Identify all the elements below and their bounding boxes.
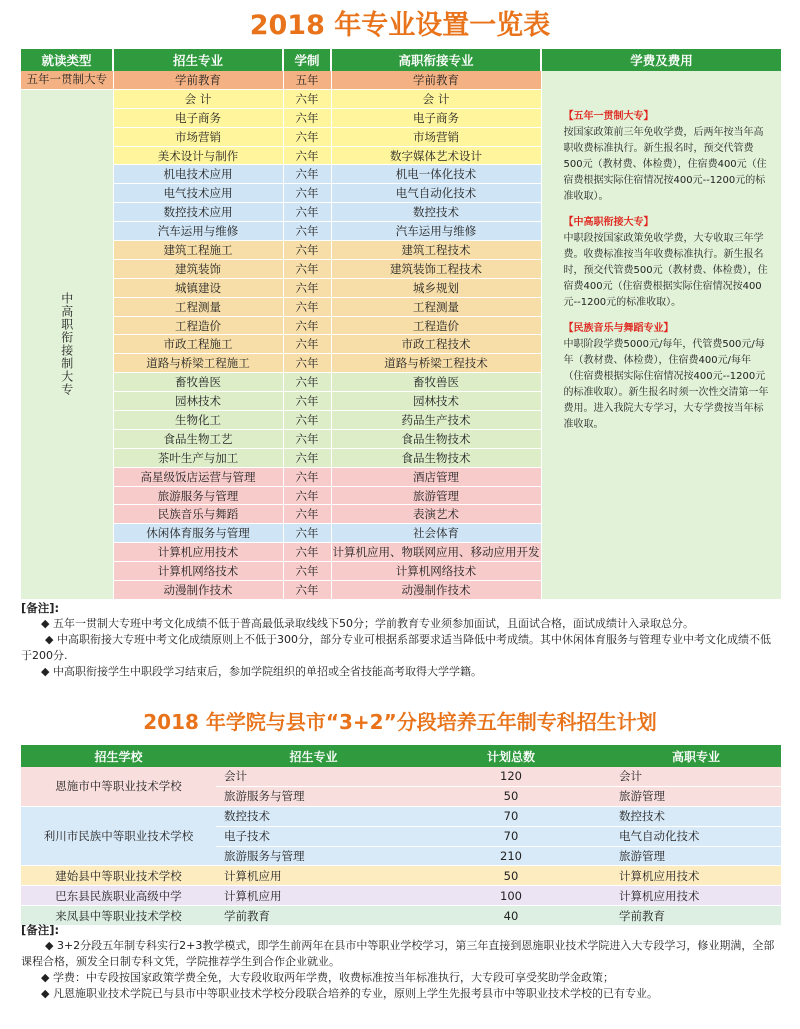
years-cell: 六年: [283, 241, 331, 260]
major-cell: 机电技术应用: [113, 165, 283, 184]
table-row: [21, 806, 781, 826]
target-cell: 电气自动化技术: [331, 184, 541, 203]
count-cell: 120: [411, 767, 611, 786]
target-cell: 数控技术: [611, 806, 781, 826]
plan-table: [21, 745, 781, 926]
header-major: 招生专业: [216, 745, 411, 767]
major-cell: 工程测量: [113, 297, 283, 316]
note-item: ◆ 3+2分段五年制专科实行2+3教学模式，即学生前两年在县市中等职业学校学习，第三年直接到恩施职业技术学院进入大专段学习，修业期满，全部课程合格，颁发全日制专科文凭，学院推荐学生到合作企业就业。: [21, 939, 775, 968]
major-cell: 数控技术: [216, 806, 411, 826]
notes-1-heading: [备注]:: [21, 601, 60, 615]
years-cell: 六年: [283, 297, 331, 316]
years-cell: 六年: [283, 448, 331, 467]
header-years: 学制: [283, 49, 331, 71]
target-cell: 市政工程技术: [331, 335, 541, 354]
header-school: 招生学校: [21, 745, 216, 767]
target-cell: 食品生物技术: [331, 448, 541, 467]
years-cell: 六年: [283, 259, 331, 278]
major-cell: 食品生物工艺: [113, 429, 283, 448]
section-title: 2018 年学院与县市“3+2”分段培养五年制专科招生计划: [143, 710, 657, 734]
major-cell: 数控技术应用: [113, 203, 283, 222]
target-cell: 工程测量: [331, 297, 541, 316]
major-cell: 建筑装饰: [113, 259, 283, 278]
header-count: 计划总数: [411, 745, 611, 767]
header-target: 高职专业: [611, 745, 781, 767]
target-cell: 会计: [611, 767, 781, 786]
page-title: 2018 年专业设置一览表: [249, 10, 551, 41]
target-cell: 旅游管理: [611, 846, 781, 866]
type-cell: 中高职衔接制大专: [21, 89, 113, 599]
target-cell: 计算机应用、物联网应用、移动应用开发: [331, 543, 541, 562]
type-cell: 五年一贯制大专: [21, 71, 113, 89]
fee-text: 按国家政策前三年免收学费，后两年按当年高职收费标准执行。新生报名时，预交代管费500元（教材费、体检费），住宿费400元（住宿费根据实际住宿情况按400元--1200元的标准收取）。: [563, 127, 767, 202]
years-cell: 五年: [283, 71, 331, 89]
years-cell: 六年: [283, 562, 331, 581]
years-cell: 六年: [283, 411, 331, 430]
table-row: [21, 71, 781, 89]
notes-2-heading: [备注]:: [21, 923, 60, 937]
years-cell: 六年: [283, 146, 331, 165]
major-cell: 城镇建设: [113, 278, 283, 297]
target-cell: 汽车运用与维修: [331, 222, 541, 241]
target-cell: 学前教育: [331, 71, 541, 89]
target-cell: 建筑装饰工程技术: [331, 259, 541, 278]
major-cell: 旅游服务与管理: [216, 786, 411, 806]
major-table-header: [21, 49, 781, 71]
target-cell: 建筑工程技术: [331, 241, 541, 260]
count-cell: 70: [411, 826, 611, 846]
years-cell: 六年: [283, 184, 331, 203]
years-cell: 六年: [283, 108, 331, 127]
fee-text: 中职阶段学费5000元/每年，代管费500元/每年（教材费、体检费），住宿费400元/每年（住宿费根据实际住宿情况按400元--1200元的标准收取）。新生报名时须一次性交清第一年费用。进入我院大专学习，大专学费按当年标准收取。: [563, 339, 769, 430]
years-cell: 六年: [283, 89, 331, 108]
header-target: 高职衔接专业: [331, 49, 541, 71]
major-cell: 汽车运用与维修: [113, 222, 283, 241]
years-cell: 六年: [283, 203, 331, 222]
major-cell: 计算机应用: [216, 886, 411, 906]
major-cell: 园林技术: [113, 392, 283, 411]
school-cell: 巴东县民族职业高级中学: [21, 886, 216, 906]
table-row: [21, 886, 781, 906]
years-cell: 六年: [283, 429, 331, 448]
target-cell: 市场营销: [331, 127, 541, 146]
note-item: ◆ 学费：中专段按国家政策学费全免，大专段收取两年学费，收费标准按当年标准执行，大专段可享受奖助学金政策；: [41, 971, 614, 984]
target-cell: 计算机应用技术: [611, 886, 781, 906]
count-cell: 70: [411, 806, 611, 826]
target-cell: 酒店管理: [331, 467, 541, 486]
target-cell: 道路与桥梁工程技术: [331, 354, 541, 373]
target-cell: 畜牧兽医: [331, 373, 541, 392]
major-cell: 学前教育: [216, 906, 411, 926]
years-cell: 六年: [283, 505, 331, 524]
years-cell: 六年: [283, 524, 331, 543]
table-row: [21, 866, 781, 886]
count-cell: 50: [411, 866, 611, 886]
major-cell: 旅游服务与管理: [216, 846, 411, 866]
major-cell: 市政工程施工: [113, 335, 283, 354]
target-cell: 药品生产技术: [331, 411, 541, 430]
notes-2: [21, 922, 781, 1002]
years-cell: 六年: [283, 165, 331, 184]
target-cell: 旅游管理: [611, 786, 781, 806]
major-cell: 工程造价: [113, 316, 283, 335]
years-cell: 六年: [283, 581, 331, 600]
school-cell: 来凤县中等职业技术学校: [21, 906, 216, 926]
note-item: ◆ 中高职衔接大专班中考文化成绩原则上不低于300分，部分专业可根据系部要求适当降低中考成绩。其中休闲体育服务与管理专业中考文化成绩不低于200分.: [21, 633, 771, 662]
years-cell: 六年: [283, 467, 331, 486]
major-cell: 电气技术应用: [113, 184, 283, 203]
target-cell: 计算机网络技术: [331, 562, 541, 581]
fee-heading: 【中高职衔接大专】: [563, 217, 654, 228]
fee-heading: 【五年一贯制大专】: [563, 111, 654, 122]
major-cell: 建筑工程施工: [113, 241, 283, 260]
major-cell: 旅游服务与管理: [113, 486, 283, 505]
years-cell: 六年: [283, 127, 331, 146]
major-cell: 计算机网络技术: [113, 562, 283, 581]
target-cell: 机电一体化技术: [331, 165, 541, 184]
note-item: ◆ 凡恩施职业技术学院已与县市中等职业技术学校分段联合培养的专业，原则上学生先报考县市中等职业技术学校的已有专业。: [41, 987, 658, 1000]
target-cell: 计算机应用技术: [611, 866, 781, 886]
major-cell: 学前教育: [113, 71, 283, 89]
target-cell: 动漫制作技术: [331, 581, 541, 600]
major-cell: 计算机应用: [216, 866, 411, 886]
target-cell: 社会体育: [331, 524, 541, 543]
years-cell: 六年: [283, 335, 331, 354]
notes-1: [21, 600, 781, 680]
major-cell: 畜牧兽医: [113, 373, 283, 392]
target-cell: 旅游管理: [331, 486, 541, 505]
count-cell: 50: [411, 786, 611, 806]
header-major: 招生专业: [113, 49, 283, 71]
years-cell: 六年: [283, 354, 331, 373]
fee-heading: 【民族音乐与舞蹈专业】: [563, 323, 674, 334]
plan-table-header: [21, 745, 781, 767]
table-row: [21, 767, 781, 786]
target-cell: 表演艺术: [331, 505, 541, 524]
note-item: ◆ 五年一贯制大专班中考文化成绩不低于普高最低录取线线下50分；学前教育专业须参加面试，且面试合格，面试成绩计入录取总分。: [41, 617, 694, 630]
school-cell: 利川市民族中等职业技术学校: [21, 806, 216, 866]
target-cell: 数控技术: [331, 203, 541, 222]
major-cell: 会 计: [113, 89, 283, 108]
note-item: ◆ 中高职衔接学生中职段学习结束后，参加学院组织的单招或全省技能高考取得大学学籍。: [41, 665, 482, 678]
major-cell: 计算机应用技术: [113, 543, 283, 562]
school-cell: 恩施市中等职业技术学校: [21, 767, 216, 806]
major-cell: 民族音乐与舞蹈: [113, 505, 283, 524]
years-cell: 六年: [283, 543, 331, 562]
count-cell: 40: [411, 906, 611, 926]
major-table: [21, 49, 782, 600]
years-cell: 六年: [283, 486, 331, 505]
fees-cell: [541, 71, 781, 599]
target-cell: 电气自动化技术: [611, 826, 781, 846]
years-cell: 六年: [283, 316, 331, 335]
major-cell: 美术设计与制作: [113, 146, 283, 165]
target-cell: 学前教育: [611, 906, 781, 926]
major-cell: 道路与桥梁工程施工: [113, 354, 283, 373]
years-cell: 六年: [283, 278, 331, 297]
header-type: 就读类型: [21, 49, 113, 71]
target-cell: 食品生物技术: [331, 429, 541, 448]
major-cell: 高星级饭店运营与管理: [113, 467, 283, 486]
target-cell: 电子商务: [331, 108, 541, 127]
header-fees: 学费及费用: [541, 49, 781, 71]
years-cell: 六年: [283, 392, 331, 411]
count-cell: 210: [411, 846, 611, 866]
years-cell: 六年: [283, 373, 331, 392]
target-cell: 会 计: [331, 89, 541, 108]
count-cell: 100: [411, 886, 611, 906]
school-cell: 建始县中等职业技术学校: [21, 866, 216, 886]
target-cell: 工程造价: [331, 316, 541, 335]
major-cell: 电子商务: [113, 108, 283, 127]
major-cell: 电子技术: [216, 826, 411, 846]
major-cell: 生物化工: [113, 411, 283, 430]
target-cell: 园林技术: [331, 392, 541, 411]
target-cell: 城乡规划: [331, 278, 541, 297]
major-cell: 动漫制作技术: [113, 581, 283, 600]
fees-box: [564, 109, 769, 433]
target-cell: 数字媒体艺术设计: [331, 146, 541, 165]
major-cell: 会计: [216, 767, 411, 786]
years-cell: 六年: [283, 222, 331, 241]
fee-text: 中职段按国家政策免收学费，大专收取三年学费。收费标准按当年收费标准执行。新生报名时，预交代管费500元（教材费、体检费），住宿费400元（住宿费根据实际住宿情况按400元--1200元的标准收取）。: [563, 233, 768, 308]
major-cell: 市场营销: [113, 127, 283, 146]
major-cell: 茶叶生产与加工: [113, 448, 283, 467]
major-cell: 休闲体育服务与管理: [113, 524, 283, 543]
